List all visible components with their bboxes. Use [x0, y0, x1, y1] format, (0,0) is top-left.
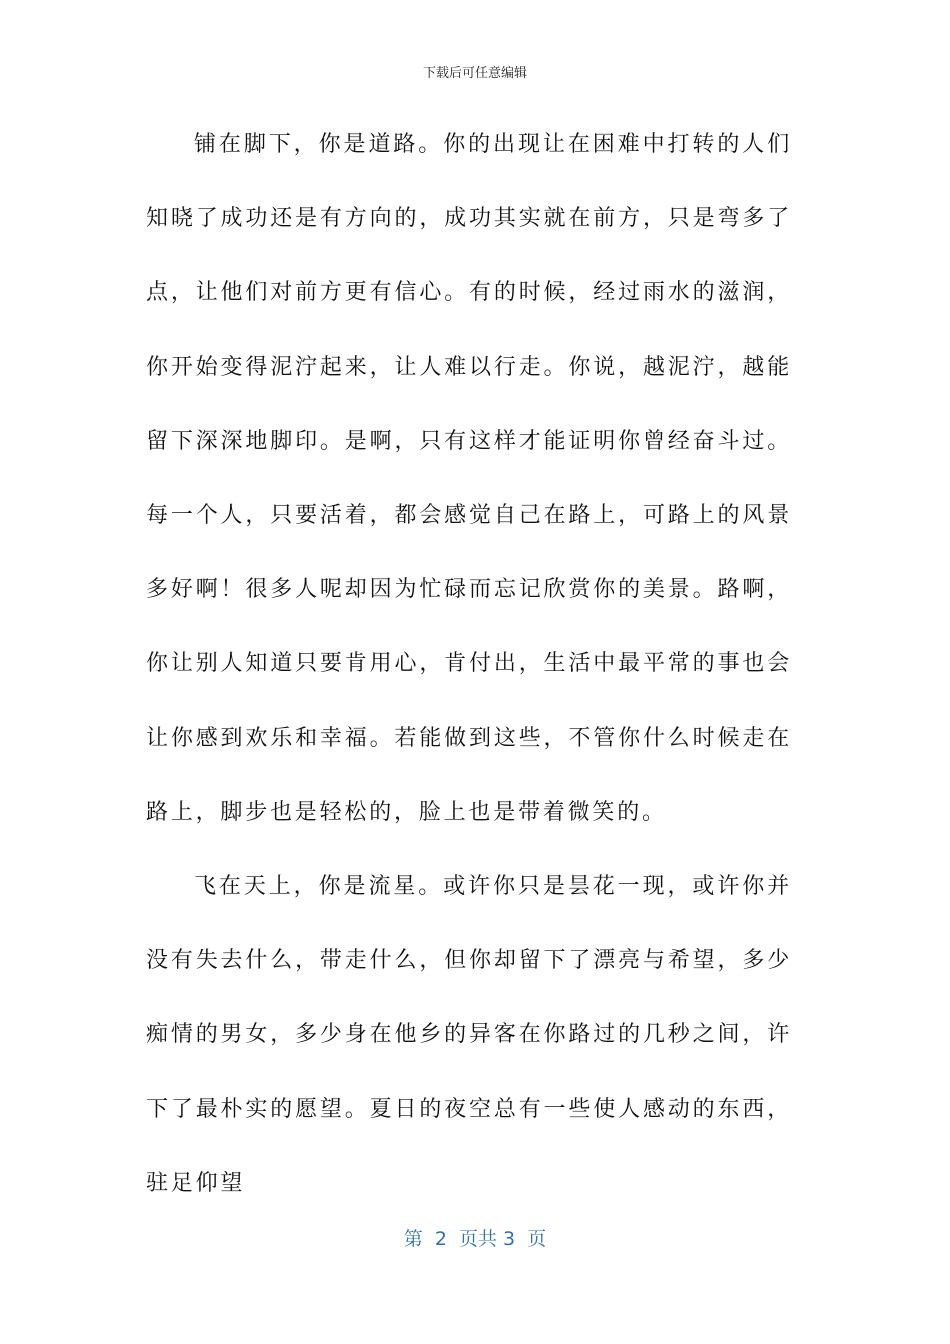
paragraph-meteor: 飞在天上，你是流星。或许你只是昙花一现，或许你并没有失去什么，带走什么，但你却留下了漂亮与希望，多少痴情的男女，多少身在他乡的异客在你路过的几秒之间，许下了最朴实的愿望。夏日的夜空总有一些使人感动的东西，驻足仰望	[146, 874, 792, 1196]
page-header: 下载后可任意编辑	[422, 66, 527, 81]
paragraph-road: 铺在脚下，你是道路。你的出现让在困难中打转的人们知晓了成功还是有方向的，成功其实就在前方，只是弯多了点，让他们对前方更有信心。有的时候，经过雨水的滋润，你开始变得泥泞起来，让人难以行走。你说，越泥泞，越能留下深深地脚印。是啊，只有这样才能证明你曾经奋斗过。每一个人，只要活着，都会感觉自己在路上，可路上的风景多好啊！很多人呢却因为忙碌而忘记欣赏你的美景。路啊，你让别人知道只要肯用心，肯付出，生活中最平常的事也会让你感到欢乐和幸福。若能做到这些，不管你什么时候走在路上，脚步也是轻松的，脸上也是带着微笑的。	[146, 132, 792, 825]
document-body	[146, 108, 792, 1221]
page-number-footer: 第 2 页共 3 页	[403, 1228, 547, 1250]
